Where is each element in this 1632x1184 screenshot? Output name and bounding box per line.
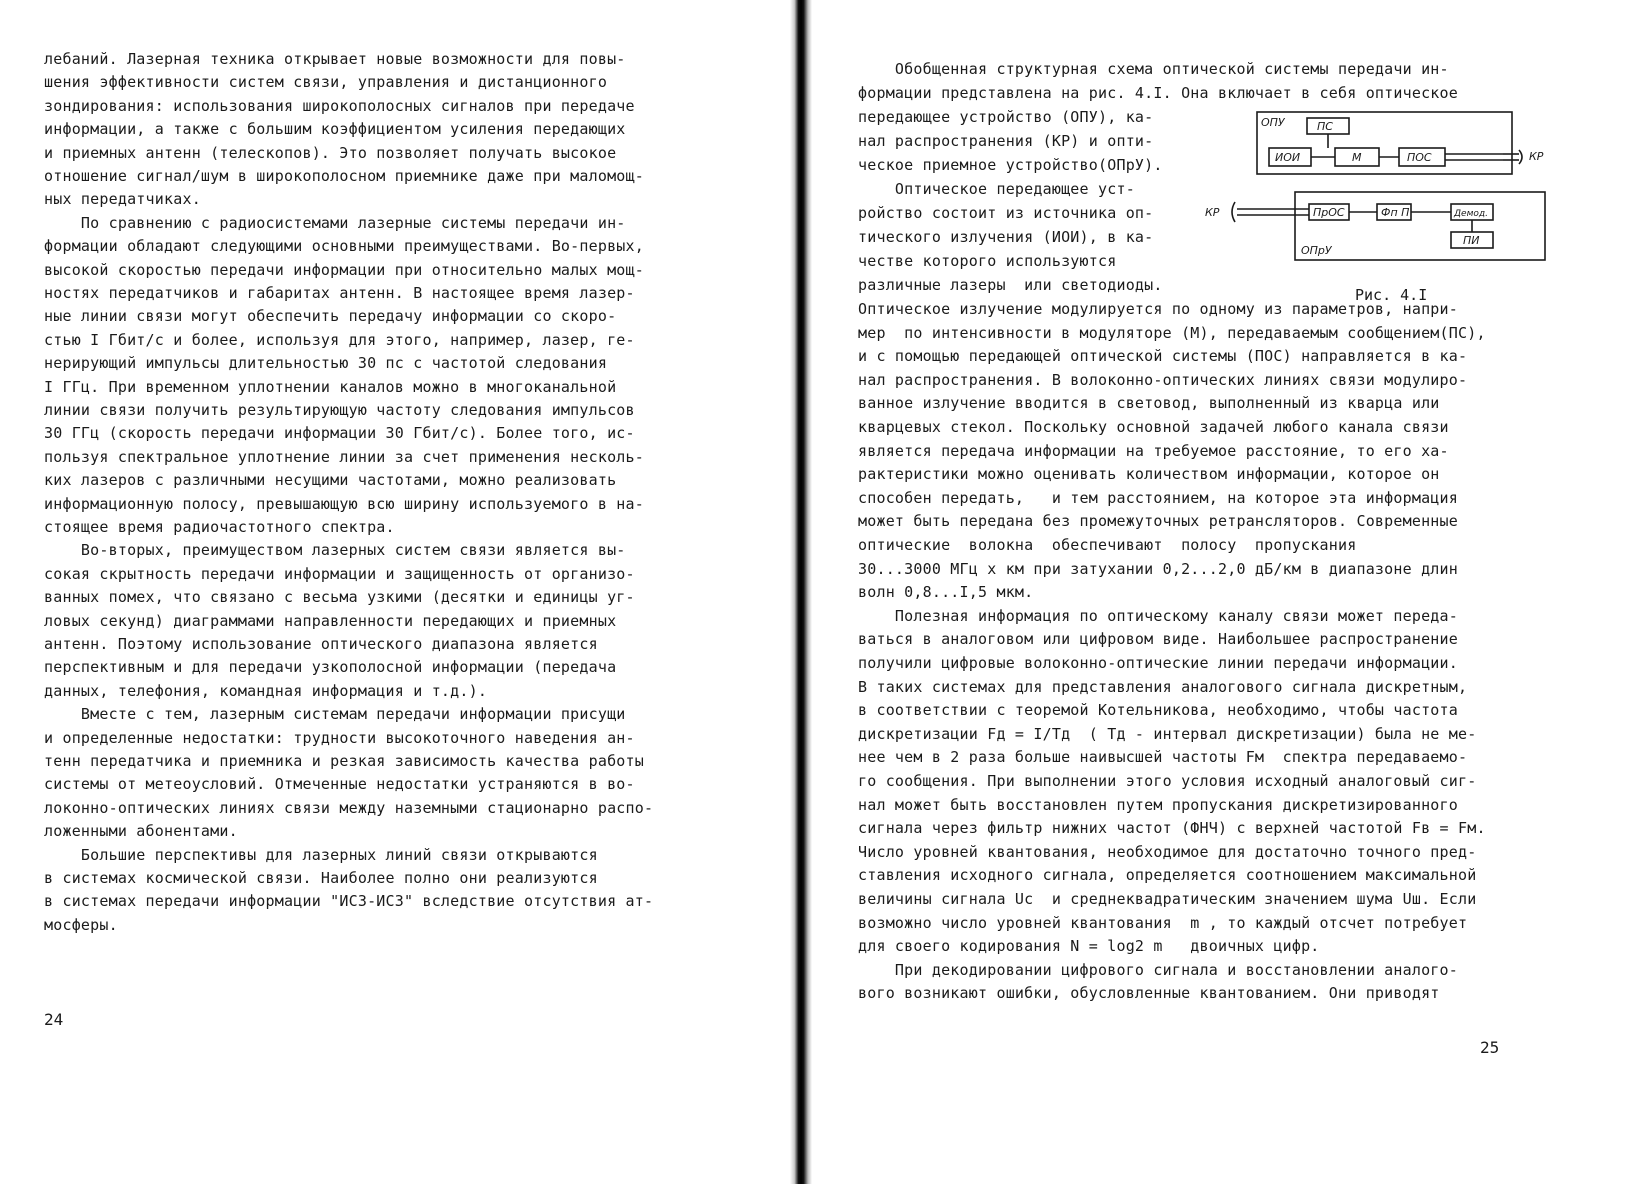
text-line: Число уровней квантования, необходимое для достаточно точного пред- [858, 842, 1477, 861]
text-line: информационную полосу, превышающую всю ширину используемого в на- [44, 494, 644, 513]
text-line: ностях передатчиков и габаритах антенн. В настоящее время лазер- [44, 284, 635, 302]
text-line: ваться в аналоговом или цифровом виде. Наибольшее распространение [858, 630, 1458, 649]
kr-in-label: КР [1205, 206, 1220, 219]
text-line: 30...3000 МГц х км при затухании 0,2...2,0 дБ/км в диапазоне длин [858, 559, 1458, 578]
text-line: го сообщения. При выполнении этого условия исходный аналоговый сиг- [858, 772, 1477, 790]
text-line: зондирования: использования широкополосных сигналов при передаче [44, 96, 635, 115]
demod-label: Демод. [1454, 209, 1488, 219]
optical-system-diagram [1205, 110, 1582, 280]
text-line: дискретизации Fд = I/Tд ( Tд - интервал дискретизации) была не ме- [858, 724, 1477, 743]
pi-label: ПИ [1463, 234, 1480, 247]
text-line: и с помощью передающей оптической системы (ПОС) направляется в ка- [858, 347, 1468, 366]
ioi-label: ИОИ [1275, 151, 1301, 164]
text-line: и приемных антенн (телескопов). Это позволяет получать высокое [44, 143, 617, 162]
text-line: способен передать, и тем расстоянием, на которое эта информация [858, 488, 1458, 507]
pos-label: ПОС [1407, 151, 1432, 164]
text-line: нал распространения (КР) и опти- [858, 132, 1154, 150]
left-page [0, 0, 790, 1184]
text-line: отношение сигнал/шум в широкополосном приемнике даже при маломощ- [44, 167, 644, 185]
figure-4-1-diagram [1205, 110, 1582, 280]
text-line: Оптическое передающее уст- [858, 180, 1135, 198]
text-line: нал может быть восстановлен путем пропускания дискретизированного [858, 795, 1458, 814]
text-line: для своего кодирования N = log2 m двоичных цифр. [858, 937, 1320, 956]
text-line: вого возникают ошибки, обусловленные квантованием. Они приводят [858, 984, 1440, 1003]
text-line: возможно число уровней квантования m , то каждый отсчет потребует [858, 913, 1468, 932]
text-line: является передача информации на требуемое расстояние, то его ха- [858, 441, 1449, 460]
text-line: пользуя спектральное уплотнение линии за счет применения несколь- [44, 447, 644, 466]
text-line: ловых секунд) диаграммами направленности передающих и приемных [44, 611, 617, 630]
text-line: ложенными абонентами. [44, 822, 238, 841]
text-line: данных, телефония, командная информация и т.д.). [44, 681, 488, 700]
text-line: волн 0,8...I,5 мкм. [858, 583, 1034, 602]
text-line: сигнала через фильтр нижних частот (ФНЧ) с верхней частотой Fв = Fм. [858, 819, 1486, 838]
text-line: Во-вторых, преимуществом лазерных систем связи является вы- [44, 541, 626, 560]
text-line: По сравнению с радиосистемами лазерные системы передачи ин- [44, 213, 626, 232]
text-line: Вместе с тем, лазерным системам передачи информации присущи [44, 705, 626, 724]
figure-caption: Рис. 4.I [1355, 286, 1428, 304]
kr-out-label: КР [1529, 150, 1544, 163]
text-line: Полезная информация по оптическому каналу связи может переда- [858, 606, 1458, 625]
text-line: передающее устройство (ОПУ), ка- [858, 108, 1154, 126]
text-line: может быть передана без промежуточных ретрансляторов. Современные [858, 512, 1458, 531]
text-line: кварцевых стекол. Поскольку основной задачей любого канала связи [858, 418, 1449, 436]
ps-label: ПС [1317, 120, 1333, 133]
text-line: нерирующий импульсы длительностью 30 пс с частотой следования [44, 354, 608, 373]
text-line: При декодировании цифрового сигнала и восстановлении аналого- [858, 960, 1458, 979]
text-line: локонно-оптических линиях связи между наземными стационарно распо- [44, 798, 654, 817]
text-line: оптические волокна обеспечивают полосу пропускания [858, 536, 1357, 554]
page-number-left: 24 [44, 1010, 64, 1029]
text-line: мер по интенсивности в модуляторе (М), передаваемым сообщением(ПС), [858, 323, 1486, 342]
text-line: В таких системах для представления аналогового сигнала дискретным, [858, 677, 1468, 696]
text-line: шения эффективности систем связи, управления и дистанционного [44, 73, 608, 92]
text-line: системы от метеоусловий. Отмеченные недостатки устраняются в во- [44, 775, 635, 794]
text-line: нал распространения. В волоконно-оптических линиях связи модулиро- [858, 370, 1468, 389]
text-line: Обобщенная структурная схема оптической системы передачи ин- [858, 60, 1449, 78]
text-line: мосферы. [44, 915, 118, 934]
text-line: ческое приемное устройство(ОПрУ). [858, 156, 1163, 174]
text-line: в системах передачи информации "ИСЗ-ИСЗ" вследствие отсутствия ат- [44, 892, 654, 911]
text-line: ких лазеров с различными несущими частотами, можно реализовать [44, 471, 617, 490]
text-line: I ГГц. При временном уплотнении каналов можно в многоканальной [44, 377, 617, 396]
text-line: получили цифровые волоконно-оптические линии передачи информации. [858, 654, 1458, 672]
text-line: различные лазеры или светодиоды. [858, 276, 1163, 294]
text-line: тенн передатчика и приемника и резкая зависимость качества работы [44, 752, 644, 770]
text-line: информации, а также с большим коэффициентом усиления передающих [44, 120, 626, 139]
text-line: стью I Гбит/с и более, используя для этого, например, лазер, ге- [44, 330, 635, 349]
text-line: ванное излучение вводится в световод, выполненный из кварца или [858, 394, 1440, 413]
fp-label: Фп П [1381, 206, 1410, 219]
page-number-right: 25 [1480, 1038, 1500, 1057]
text-line: ставления исходного сигнала, определяется соотношением максимальной [858, 866, 1477, 885]
text-line: тического излучения (ИОИ), в ка- [858, 228, 1154, 246]
book-spine [790, 0, 812, 1184]
text-line: в системах космической связи. Наиболее полно они реализуются [44, 869, 598, 887]
pros-label: ПрОС [1313, 206, 1345, 219]
text-line: лебаний. Лазерная техника открывает новые возможности для повы- [44, 50, 626, 68]
text-line: высокой скоростью передачи информации при относительно малых мощ- [44, 260, 644, 279]
text-line: ные линии связи могут обеспечить передачу информации со скоро- [44, 307, 617, 326]
text-line: ройство состоит из источника оп- [858, 204, 1154, 222]
text-line: перспективным и для передачи узкополосной информации (передача [44, 658, 617, 677]
text-line: линии связи получить результирующую частоту следования импульсов [44, 401, 635, 419]
opru-label: ОПрУ [1301, 244, 1332, 257]
text-line: 30 ГГц (скорость передачи информации 30 Гбит/с). Более того, ис- [44, 424, 635, 443]
text-line: формации обладают следующими основными преимуществами. Во-первых, [44, 237, 644, 256]
text-line: ванных помех, что связано с весьма узкими (десятки и единицы уг- [44, 588, 635, 607]
text-line: в соответствии с теоремой Котельникова, необходимо, чтобы частота [858, 701, 1458, 720]
text-line: величины сигнала Uc и среднеквадратическим значением шума Uш. Если [858, 890, 1477, 908]
text-line: рактеристики можно оценивать количеством информации, которое он [858, 465, 1440, 484]
text-line: формации представлена на рис. 4.I. Она включает в себя оптическое [858, 84, 1458, 102]
text-line: стоящее время радиочастотного спектра. [44, 518, 395, 536]
text-line: антенн. Поэтому использование оптического диапазона является [44, 635, 598, 653]
m-label: М [1352, 151, 1362, 164]
opu-label: ОПУ [1261, 116, 1285, 129]
text-line: нее чем в 2 раза больше наивысшей частоты Fм спектра передаваемо- [858, 748, 1468, 767]
text-line: Большие перспективы для лазерных линий связи открываются [44, 845, 598, 864]
text-line: Оптическое излучение модулируется по одному из параметров, напри- [858, 300, 1458, 318]
text-line: ных передатчиках. [44, 190, 201, 209]
text-line: сокая скрытность передачи информации и защищенность от организо- [44, 564, 635, 583]
text-line: и определенные недостатки: трудности высокоточного наведения ан- [44, 728, 635, 747]
text-line: честве которого используются [858, 252, 1117, 270]
